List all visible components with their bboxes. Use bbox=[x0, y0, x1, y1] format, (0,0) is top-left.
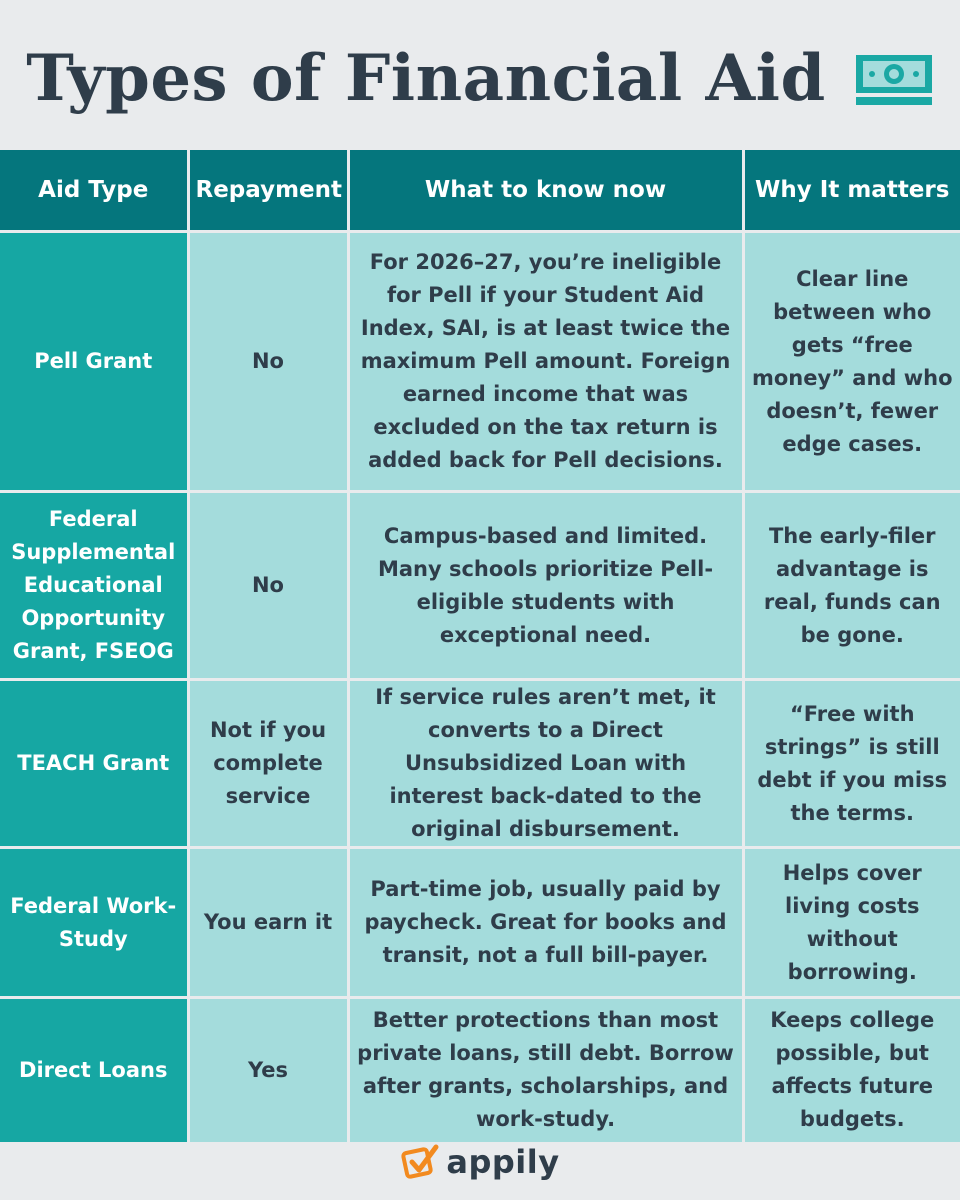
column-header-aid-type: Aid Type bbox=[0, 150, 188, 232]
table-row bbox=[0, 848, 960, 998]
aid-type-cell: Federal Work-Study bbox=[0, 848, 188, 998]
repayment-cell: You earn it bbox=[188, 848, 348, 998]
aid-type-cell: Federal Supplemental Educational Opportunity Grant, FSEOG bbox=[0, 492, 188, 680]
why-it-matters-cell: The early-filer advantage is real, funds can be gone. bbox=[743, 492, 960, 680]
why-it-matters-cell: Clear line between who gets “free money” and who doesn’t, fewer edge cases. bbox=[743, 232, 960, 492]
money-bill-icon bbox=[854, 53, 934, 107]
repayment-cell: Not if you complete service bbox=[188, 680, 348, 848]
what-to-know-cell: Campus-based and limited. Many schools prioritize Pell-eligible students with exceptional need. bbox=[348, 492, 743, 680]
why-it-matters-cell: Helps cover living costs without borrowing. bbox=[743, 848, 960, 998]
what-to-know-cell: If service rules aren’t met, it converts to a Direct Unsubsidized Loan with interest back-dated to the original disbursement. bbox=[348, 680, 743, 848]
why-it-matters-cell: Keeps college possible, but affects future budgets. bbox=[743, 998, 960, 1142]
aid-type-cell: TEACH Grant bbox=[0, 680, 188, 848]
page-title: Types of Financial Aid bbox=[26, 40, 826, 116]
repayment-cell: Yes bbox=[188, 998, 348, 1142]
column-header-repayment: Repayment bbox=[188, 150, 348, 232]
aid-type-cell: Pell Grant bbox=[0, 232, 188, 492]
table-row bbox=[0, 492, 960, 680]
what-to-know-cell: Better protections than most private loans, still debt. Borrow after grants, scholarships, and work-study. bbox=[348, 998, 743, 1142]
brand-wordmark: appily bbox=[446, 1143, 560, 1181]
title-bar bbox=[0, 0, 960, 150]
footer-logo bbox=[0, 1124, 960, 1200]
repayment-cell: No bbox=[188, 232, 348, 492]
what-to-know-cell: Part-time job, usually paid by paycheck. Great for books and transit, not a full bill-payer. bbox=[348, 848, 743, 998]
table-header-row bbox=[0, 150, 960, 232]
table-row bbox=[0, 998, 960, 1142]
column-header-why-it-matters: Why It matters bbox=[743, 150, 960, 232]
repayment-cell: No bbox=[188, 492, 348, 680]
table-row bbox=[0, 232, 960, 492]
what-to-know-cell: For 2026–27, you’re ineligible for Pell if your Student Aid Index, SAI, is at least twice the maximum Pell amount. Foreign earned income that was excluded on the tax return is added back for Pell decisions. bbox=[348, 232, 743, 492]
why-it-matters-cell: “Free with strings” is still debt if you miss the terms. bbox=[743, 680, 960, 848]
financial-aid-table bbox=[0, 150, 960, 1142]
column-header-what-to-know: What to know now bbox=[348, 150, 743, 232]
table-row bbox=[0, 680, 960, 848]
appily-checkmark-logo-icon bbox=[400, 1142, 440, 1182]
aid-type-cell: Direct Loans bbox=[0, 998, 188, 1142]
